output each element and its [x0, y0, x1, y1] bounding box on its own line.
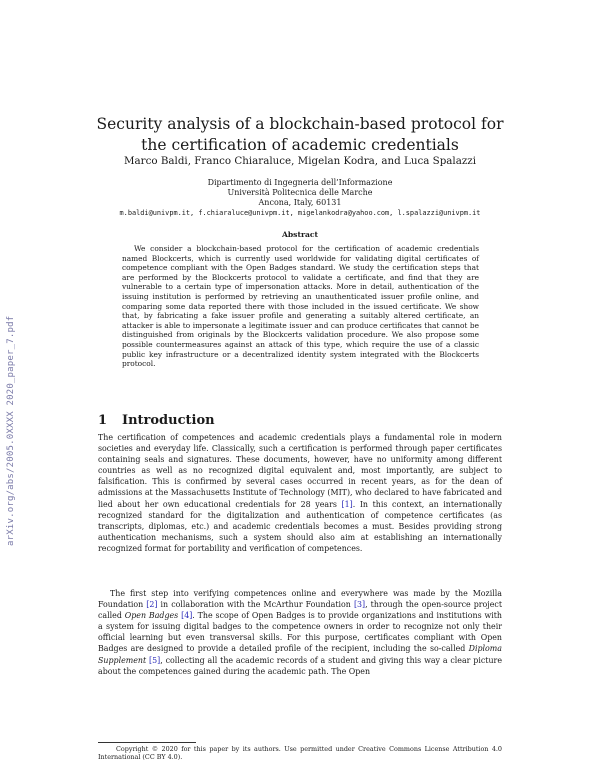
para2-text-a: The first step into verifying competences online and everywhere was made by the Mozilla Foundation — [98, 589, 502, 610]
citation-link-2[interactable]: [2] — [146, 600, 158, 610]
affiliation-department: Dipartimento di Ingegneria dell’Informazione — [207, 178, 393, 187]
copyright-footnote: Copyright © 2020 for this paper by its authors. Use permitted under Creative Commons License Attribution 4.0 International (CC BY 4.0). — [98, 745, 502, 762]
section-title: Introduction — [122, 412, 215, 428]
open-badges-term: Open Badges — [124, 611, 179, 621]
citation-link-4[interactable]: [4] — [181, 611, 193, 621]
citation-link-3[interactable]: [3] — [353, 600, 366, 610]
para2-text-g: , collecting all the academic records of a student and giving this way a clear picture about the competences gained during the academic path. The Open — [98, 655, 502, 676]
author-list: Marco Baldi, Franco Chiaraluce, Migelan Kodra, and Luca Spalazzi — [124, 155, 476, 167]
affiliation-location: Ancona, Italy, 60131 — [258, 198, 342, 208]
arxiv-sidenote: arXiv.org/abs/2005.0XXXX 2020_paper_7.pdf — [6, 315, 16, 546]
para2-text-c: , through the open-source project called — [98, 600, 502, 621]
intro-paragraph-1 — [98, 432, 502, 554]
footnote-rule — [98, 742, 196, 743]
intro-paragraph-2 — [98, 588, 502, 677]
affiliation-university: Università Politecnica delle Marche — [227, 188, 373, 198]
section-heading — [98, 413, 215, 428]
abstract-text: We consider a blockchain-based protocol for the certification of academic credentials named Blockcerts, which is currently used worldwide for validating digital certificates of competence compliant with the Open Badges standard. We study the certification steps that are performed by the Blockcerts protocol to validate a certificate, and find that they are vulnerable to a certain type of impersonation attacks. More in detail, authentication of the issuing institution is performed by retrieving an unauthenticated issuer profile online, and comparing some data reported there with those included in the issued certificate. We show that, by fabricating a fake issuer profile and generating a suitably altered certificate, an attacker is able to impersonate a legitimate issuer and can produce certificates that cannot be distinguished from originals by the Blockcerts validation procedure. We also propose some possible countermeasures against an attack of this type, which require the use of a classic public key infrastructure or a decentralized identity system integrated with the Blockcerts protocol. — [122, 244, 479, 369]
para2-text-b: in collaboration with the McArthur Foundation — [157, 600, 354, 610]
citation-link-5[interactable]: [5] — [149, 655, 161, 665]
para2-text-e: . The scope of Open Badges is to provide organizations and institutions with a system for issuing digital badges to the competence owners in order to recognize not only their official learning but even transversal skills. For this purpose, certificates compliant with Open Badges are designed to provide a detailed profile of the recipient, including the so-called — [98, 611, 503, 654]
paper-title: Security analysis of a blockchain-based protocol for the certification of academic credentials — [96, 115, 504, 155]
diploma-supplement-term: Diploma Supplement — [98, 644, 502, 665]
section-number: 1 — [98, 412, 108, 428]
para1-text-b: . In this context, an internationally recognized standard for the digitalization and authentication of competence certificates (as transcripts, diplomas, etc.) and academic credentials becomes a must. Besides providing strong authentication mechanisms, such a system should also aim at establishing an internationally recognized format for portability and verification of competences. — [98, 499, 502, 553]
citation-link-1[interactable]: [1] — [341, 499, 353, 509]
affiliation-block — [0, 178, 600, 209]
abstract-heading: Abstract — [281, 230, 319, 239]
para1-text-a: The certification of competences and academic credentials plays a fundamental role in modern societies and everyday life. Classically, such a certification is performed through paper certificates containing seals and signatures. These documents, however, have no uniformity among different countries as well as no recognized digital equivalent and, most importantly, are subject to falsification. This is confirmed by several cases occurred in recent years, as for the dean of admissions at the Massachusetts Institute of Technology (MIT), who declared to have fabricated and lied about her own educational credentials for 28 years — [98, 433, 502, 509]
author-emails: m.baldi@univpm.it, f.chiaraluce@univpm.it, migelankodra@yahoo.com, l.spalazzi@univpm.it — [119, 209, 481, 217]
